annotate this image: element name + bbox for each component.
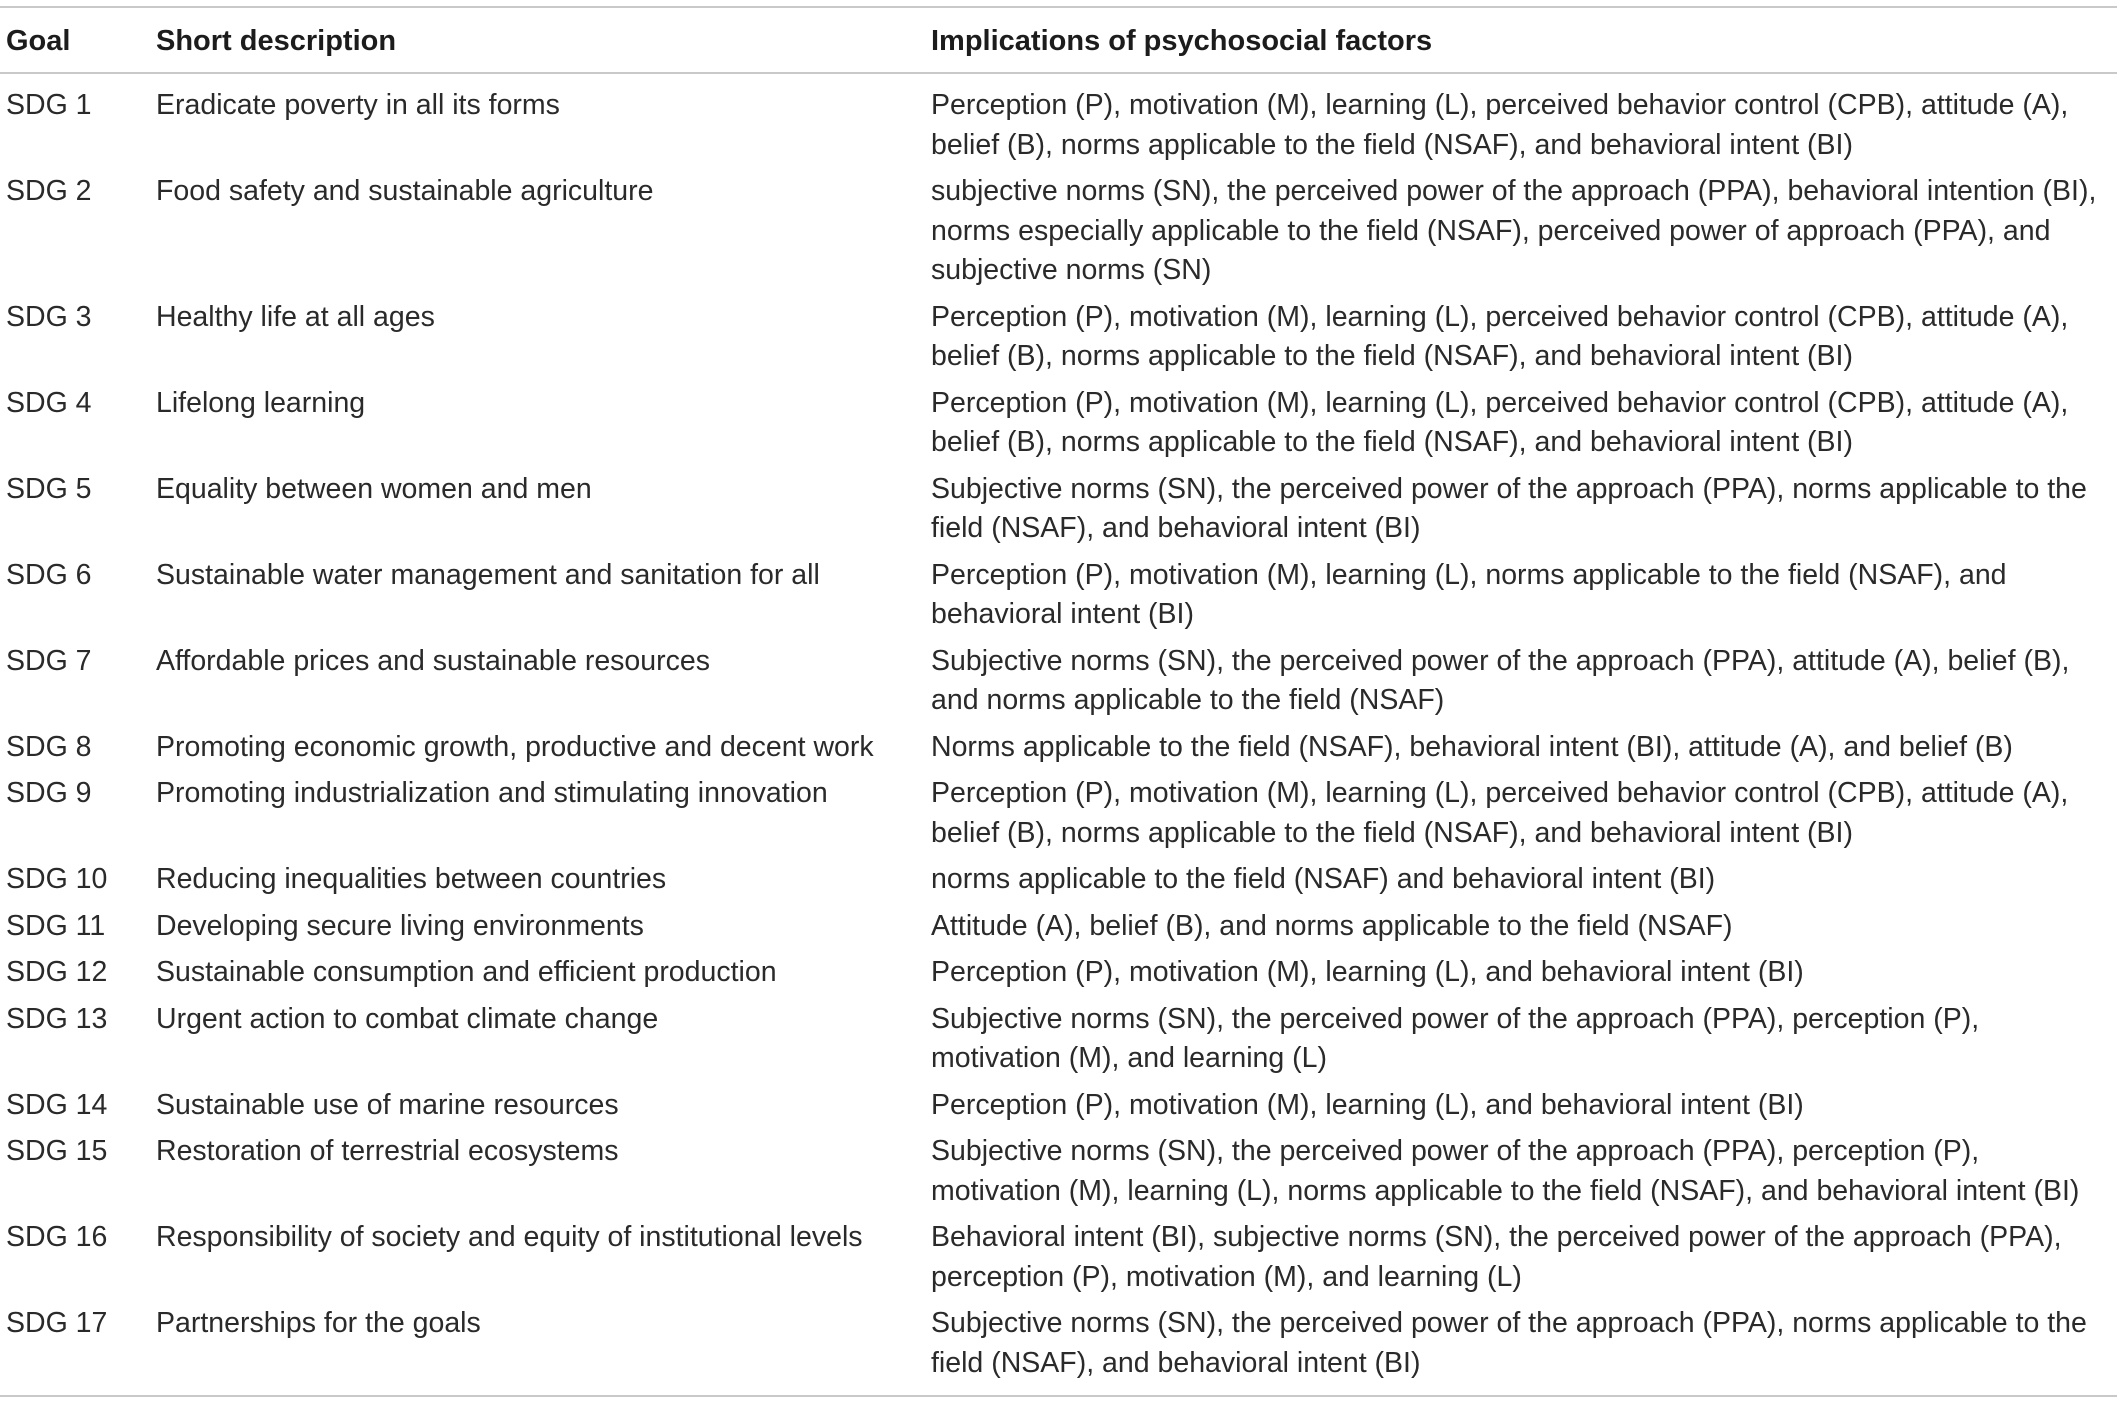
- goal-cell: SDG 2: [6, 175, 92, 207]
- goal-cell: SDG 6: [6, 558, 92, 591]
- goal-cell: SDG 3: [6, 300, 92, 333]
- table-row: [0, 904, 2117, 951]
- table-row: [0, 857, 2117, 904]
- goal-cell: SDG 17: [6, 1307, 108, 1339]
- implications-cell: subjective norms (SN), the perceived power of the approach (PPA), behavioral intention (BI), norms especially applicable to the field (NSAF), perceived power of approach (PPA), and subjective norms (SN): [931, 175, 2097, 286]
- table-row: [0, 1301, 2117, 1396]
- goal-cell: SDG 9: [6, 777, 92, 809]
- description-cell: Responsibility of society and equity of institutional levels: [156, 1221, 863, 1253]
- implications-cell: Perception (P), motivation (M), learning (L), and behavioral intent (BI): [931, 1088, 1804, 1121]
- header-short-description: Short description: [156, 25, 397, 57]
- description-cell: Eradicate poverty in all its forms: [156, 89, 560, 121]
- description-cell: Food safety and sustainable agriculture: [156, 175, 654, 207]
- goal-cell: SDG 14: [6, 1088, 108, 1121]
- table-row: [0, 771, 2117, 857]
- implications-cell: norms applicable to the field (NSAF) and behavioral intent (BI): [931, 863, 1716, 895]
- goal-cell: SDG 5: [6, 472, 92, 505]
- table-header: [0, 7, 2117, 73]
- implications-cell: Subjective norms (SN), the perceived power of the approach (PPA), perception (P), motivation (M), learning (L), norms applicable to the field (NSAF), and behavioral intent (BI): [931, 1135, 2080, 1207]
- table-row: [0, 169, 2117, 295]
- description-cell: Promoting industrialization and stimulating innovation: [156, 777, 828, 809]
- goal-cell: SDG 10: [6, 863, 108, 895]
- implications-cell: Perception (P), motivation (M), learning (L), perceived behavior control (CPB), attitude (A), belief (B), norms applicable to the field (NSAF), and behavioral intent (BI): [931, 386, 2069, 458]
- header-row: [0, 7, 2117, 73]
- table-row: [0, 1083, 2117, 1130]
- table-row: [0, 997, 2117, 1083]
- sdg-table-container: [0, 6, 2117, 1397]
- implications-cell: Subjective norms (SN), the perceived power of the approach (PPA), norms applicable to the field (NSAF), and behavioral intent (BI): [931, 1307, 2087, 1379]
- header-goal: Goal: [6, 25, 71, 57]
- description-cell: Healthy life at all ages: [156, 300, 435, 333]
- description-cell: Reducing inequalities between countries: [156, 863, 667, 895]
- description-cell: Sustainable water management and sanitation for all: [156, 558, 820, 591]
- table-row: [0, 1129, 2117, 1215]
- implications-cell: Perception (P), motivation (M), learning (L), perceived behavior control (CPB), attitude (A), belief (B), norms applicable to the field (NSAF), and behavioral intent (BI): [931, 300, 2069, 372]
- implications-cell: Perception (P), motivation (M), learning (L), perceived behavior control (CPB), attitude (A), belief (B), norms applicable to the field (NSAF), and behavioral intent (BI): [931, 89, 2069, 161]
- goal-cell: SDG 1: [6, 89, 92, 121]
- implications-cell: Perception (P), motivation (M), learning (L), and behavioral intent (BI): [931, 956, 1804, 988]
- implications-cell: Perception (P), motivation (M), learning (L), norms applicable to the field (NSAF), and behavioral intent (BI): [931, 558, 2007, 630]
- goal-cell: SDG 16: [6, 1221, 108, 1253]
- table-row: [0, 553, 2117, 639]
- description-cell: Sustainable use of marine resources: [156, 1088, 619, 1121]
- description-cell: Affordable prices and sustainable resources: [156, 644, 710, 677]
- implications-cell: Norms applicable to the field (NSAF), behavioral intent (BI), attitude (A), and belief (B): [931, 730, 2013, 763]
- goal-cell: SDG 15: [6, 1135, 108, 1167]
- goal-cell: SDG 4: [6, 386, 92, 419]
- description-cell: Developing secure living environments: [156, 909, 644, 942]
- implications-cell: Subjective norms (SN), the perceived power of the approach (PPA), perception (P), motivation (M), and learning (L): [931, 1002, 1980, 1074]
- implications-cell: Behavioral intent (BI), subjective norms (SN), the perceived power of the approach (PPA), perception (P), motivation (M), and learning (L): [931, 1221, 2062, 1293]
- table-row: [0, 381, 2117, 467]
- goal-cell: SDG 7: [6, 644, 92, 677]
- table-row: [0, 1215, 2117, 1301]
- table-row: [0, 467, 2117, 553]
- table-row: [0, 73, 2117, 169]
- description-cell: Sustainable consumption and efficient production: [156, 956, 777, 988]
- implications-cell: Subjective norms (SN), the perceived power of the approach (PPA), attitude (A), belief (B), and norms applicable to the field (NSAF): [931, 644, 2070, 716]
- description-cell: Promoting economic growth, productive and decent work: [156, 730, 874, 763]
- description-cell: Urgent action to combat climate change: [156, 1002, 659, 1035]
- description-cell: Partnerships for the goals: [156, 1307, 481, 1339]
- goal-cell: SDG 11: [6, 909, 106, 942]
- goal-cell: SDG 12: [6, 956, 108, 988]
- implications-cell: Subjective norms (SN), the perceived power of the approach (PPA), norms applicable to the field (NSAF), and behavioral intent (BI): [931, 472, 2087, 544]
- table-row: [0, 950, 2117, 997]
- sdg-psychosocial-table: [0, 6, 2117, 1397]
- description-cell: Restoration of terrestrial ecosystems: [156, 1135, 619, 1167]
- description-cell: Equality between women and men: [156, 472, 592, 505]
- goal-cell: SDG 13: [6, 1002, 108, 1035]
- table-row: [0, 295, 2117, 381]
- header-implications: Implications of psychosocial factors: [931, 25, 1433, 57]
- goal-cell: SDG 8: [6, 730, 92, 763]
- description-cell: Lifelong learning: [156, 386, 366, 419]
- implications-cell: Perception (P), motivation (M), learning (L), perceived behavior control (CPB), attitude (A), belief (B), norms applicable to the field (NSAF), and behavioral intent (BI): [931, 777, 2069, 849]
- table-row: [0, 639, 2117, 725]
- table-row: [0, 725, 2117, 772]
- implications-cell: Attitude (A), belief (B), and norms applicable to the field (NSAF): [931, 909, 1733, 942]
- table-body: [0, 73, 2117, 1396]
